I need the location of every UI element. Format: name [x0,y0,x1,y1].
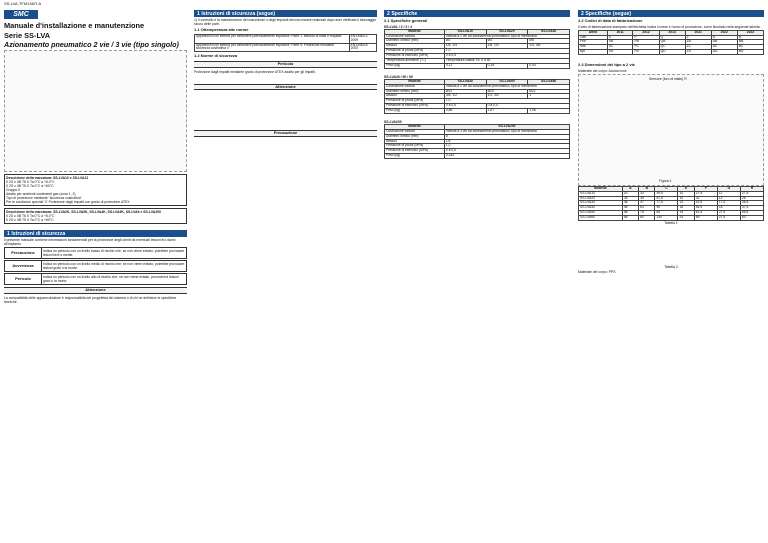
td: Pressione di esercizio (MPa) [385,104,445,109]
marking-title-2: Descrizione della marcatura: SS-LVA2K, SS-LVA3K, SS-LVA4K, SS-LVA5K, SS-LVA6 e SS-LVA200 [6,210,161,215]
td: Ø4 [486,39,528,44]
td: 75 [639,211,655,216]
dimension-table [578,186,764,221]
td: 1,67 [486,109,528,114]
td: BC [737,45,763,50]
td: 1,96 [528,109,570,114]
sensor-label: Sensore (foro di sfiato) R [649,76,687,81]
th: F [694,186,717,191]
spec-table-2 [384,79,570,114]
column-1 [4,10,187,305]
td: Attacco [385,139,445,144]
td: BB [737,40,763,45]
td: SS-LVA20 [579,196,623,201]
td: Diametro orifizio (mm) [385,134,445,139]
td: Costruzione valvola [385,84,445,89]
precaution-label: Precauzione [11,249,35,255]
td: Pressione di prova (MPa) [385,49,445,54]
td: BD [737,50,763,55]
td: AB [711,40,737,45]
td: 1/8, 1/4 [486,44,528,49]
marking-note: Adatto per ambienti contenenti gas (zona 1, 2) [6,192,76,197]
td: QB [659,40,685,45]
precaution-text: Indica un pericolo con un livello basso di rischio che, se non viene evitato, potrebbe provocare lesioni lievi o medie. [43,249,185,258]
date-codes-text: Il lotto di fabbricazione stampato nell'etichetta indica il mese e l'anno di produzione, come illustrato nella seguente tabella: [578,24,761,29]
td: 17,5 [717,201,740,206]
th: SS-LVA200 [444,124,569,129]
td: A [711,35,737,40]
td: 20 [622,191,638,196]
th: 2012 [633,30,659,35]
td: 0,18 [486,63,528,68]
marking-note: Gruppo II [6,188,21,192]
dimension-drawing [578,74,764,186]
spec-table-1 [384,29,570,69]
td: 0 a 0,4 [486,104,569,109]
marking-line: II 2G c IIB T5 X Ta 0°C a +60°C [6,218,54,223]
td: 80 [639,216,655,221]
td: 49,5 [655,191,678,196]
td: SS-LVA60 [579,216,623,221]
td: 33 [639,191,655,196]
td: Ø20 [486,89,528,94]
th: 2022 [711,30,737,35]
section-1-cont-bar: 1 Istruzioni di sicurezza (segue) [194,10,377,17]
td: 77,5 [655,201,678,206]
th: Modello [385,29,445,34]
td: oD [607,50,633,55]
th: 2021 [685,30,711,35]
td: Valvola a 2 vie ad azionamento pneumatico, tipo di membrana [444,34,569,39]
th: SS-LVA40 [444,79,486,84]
td: 18 [678,206,694,211]
table-1-title: SS-LVA1 / 2 / 3 / 4 [384,24,412,29]
norm-code: EN13463-1: 2009 [349,34,376,43]
td: 58 [622,211,638,216]
date-codes-title: 2.2 Codici di data di fabbricazione [578,18,643,23]
th: G [717,186,740,191]
section-2-cont-bar: 2 Specifiche (segue) [578,10,764,17]
td: Diametro orifizio (mm) [385,39,445,44]
section-1-bar: 1 Istruzioni di sicurezza [4,230,187,237]
td: Pressione di esercizio (MPa) [385,149,445,154]
td: QC [659,45,685,50]
td: Q [659,35,685,40]
th: Modello [385,124,445,129]
td: Ø12 [444,89,486,94]
td: Ø22 [528,89,570,94]
th: C [655,186,678,191]
td: 11 [717,191,740,196]
column-2 [194,10,377,139]
td: PC [633,45,659,50]
td: 3/8, 1/2 [444,94,486,99]
safety-norms-title: 1.2 Norme di sicurezza [194,53,238,59]
th: Anno [579,30,608,35]
th: 2013 [659,30,685,35]
table-3-title: SS-LVA200 [384,119,402,124]
td: 10 [678,191,694,196]
td: oB [607,40,633,45]
section-2-bar: 2 Specifiche [384,10,570,17]
intro-text: Il presente manuale contiene informazioni fondamentali per la protezione degli utenti da eventuali lesioni e/o danni all'impianto. [4,238,176,247]
th: 2023 [737,30,763,35]
td: AD [711,50,737,55]
precaution-bar: Precauzione [194,130,377,137]
td: 1,0 [444,144,569,149]
td: B [737,35,763,40]
series-title: Serie SS-LVA [4,30,51,40]
attention-text: La compatibilità delle apparecchiature è responsabilità del progettista del sistema o di chi ne definisce le specifiche tecniche. [4,295,177,304]
td: 1/4, 3/8 [528,44,570,49]
date-code-table [578,30,764,55]
td: 27,5 [717,211,740,216]
td: 84 [655,211,678,216]
warning-text: Indica un pericolo con un livello medio di rischio che, se non viene evitato, potrebbe provocare lesioni gravi o la morte. [43,262,185,271]
td: 19 [678,211,694,216]
table-2-title: SS-LVA40 / 50 / 60 [384,74,413,79]
td: 0,182 [444,154,569,159]
td: 0 a 0,5 [444,54,569,59]
th: SS-LVA50 [486,79,528,84]
manual-subtitle: Azionamento pneumatico 2 vie / 3 vie (tipo singolo) [4,40,179,50]
td: SS-LVA10 [579,191,623,196]
td: 0 a 0,5 [444,104,486,109]
th: SS-LVA60 [528,79,570,84]
safety-text: 1) Il controllo e la manutenzione dei macchinari o degli impianti devono essere realizzati dopo aver verificato il bloccaggio sicuro delle parti. [194,18,377,27]
td: SS-LVA50 [579,211,623,216]
td: Pressione di prova (MPa) [385,144,445,149]
td: Ø2 [444,39,486,44]
marking-title-1: Descrizione della marcatura: SS-LVA10 e SS-LVA12 [6,175,89,180]
pps-material: Materiale del corpo: PPS [578,270,616,274]
danger-bar: Pericolo [194,61,377,68]
warning-row [4,260,187,272]
td: 61,5 [694,211,717,216]
marking-note: Per le condizioni speciali 'X' Protezione dagli impatti con grado di protezione ATEX [6,200,130,205]
figure-caption: Figura 1 [659,178,672,183]
td: 27,5 [740,191,763,196]
td: oC [607,45,633,50]
precaution-row [4,247,187,259]
td: ZB [685,40,711,45]
td: 69 [694,216,717,221]
td: 12 [717,196,740,201]
th: B [639,186,655,191]
td: o [607,35,633,40]
td: ZD [685,50,711,55]
column-3 [384,10,570,159]
th: 2011 [607,30,633,35]
td: Feb [579,40,608,45]
spec-table-3 [384,124,570,159]
td: 8 [444,134,569,139]
general-specs-title: 2.1 Specifiche generali [384,18,428,23]
marking-line: II 2G c IIB T5 X Ta 0°C a +60°C [6,183,54,188]
td: 1/2, 3/4 [486,94,528,99]
td: 0,86 [444,109,486,114]
td: 54,5 [694,206,717,211]
smc-logo: SMC [4,10,38,19]
td: 0 a 0,5 [444,149,569,154]
td: Z [685,35,711,40]
td: 13 [678,201,694,206]
td: 39 [639,196,655,201]
td: Diametro orifizio (mm) [385,89,445,94]
td: 27,5 [717,216,740,221]
td: 10 [678,196,694,201]
danger-text: Indica un pericolo con un livello alto di rischio che, se non viene evitato, provocherà lesioni gravi o la morte. [41,274,186,284]
td: Costruzione valvola [385,34,445,39]
td: 27,5 [694,191,717,196]
td: 55,5 [740,211,763,216]
td: SS-LVA30 [579,201,623,206]
attention-bar-2: Attenzione [194,84,377,91]
td: 0,44 [528,63,570,68]
td: PB [633,40,659,45]
th: Modello [579,186,623,191]
manual-title: Manuale d'installazione e manutenzione [4,21,145,30]
td: 36 [622,201,638,206]
td: Ø8 [528,39,570,44]
marking-box-1 [4,174,187,206]
th: SS-LVA30 [528,29,570,34]
td: Peso (kg) [385,63,445,68]
td: 63 [639,206,655,211]
th: H [740,186,763,191]
td: Attacco [385,94,445,99]
td: Pressione di esercizio (MPa) [385,54,445,59]
document-id: SS-LVA-TFM136IT-A [4,1,42,6]
td: Gen [579,35,608,40]
td: Peso (kg) [385,109,445,114]
td: 1/4 [444,139,569,144]
td: Costruzione valvola [385,129,445,134]
th: Modello [385,79,445,84]
td: 63 [740,216,763,221]
td: 24 [678,216,694,221]
marking-box-2 [4,208,187,224]
marking-line: II 2G c IIB T6 X Ta 0°C a +5.0°C [6,179,55,184]
attention-bar: Attenzione [4,287,187,294]
td: 1/8, 1/4 [444,44,486,49]
marking-line: II 2G c IIB T6 X Ta 0°C a +5.0°C [6,214,55,219]
td: SS-LVA40 [579,206,623,211]
td: QD [659,50,685,55]
norms-title: 1.1 Ottemperanza alle norme [194,27,249,33]
td: Pressione di prova (MPa) [385,99,445,104]
td: 18 [717,206,740,211]
td: Valvola a 2 vie ad azionamento pneumatico, tipo di membrana [444,84,569,89]
td: P [633,35,659,40]
td: Mar [579,45,608,50]
td: Apr [579,50,608,55]
td: 130 [655,216,678,221]
td: Temperatura ambiente (°C) [385,58,445,63]
td: 46 [622,206,638,211]
norm-desc: Apparecchi non elettrici per atmosfere potenzialmente esplosive. Parte 5: Protezione mediante sicurezza costruttiva 'c' [195,43,350,52]
td: 1,0 [444,99,569,104]
table-2-caption: Tabella 2 [664,264,678,269]
th: SS-LVA10 [444,29,486,34]
td: PD [633,50,659,55]
td: Attacco [385,44,445,49]
danger-row [4,273,187,285]
th: E [678,186,694,191]
td: 1,0 [444,49,569,54]
td: Peso (kg) [385,154,445,159]
th: SS-LVA20 [486,29,528,34]
td: ZC [685,45,711,50]
td: Valvola a 3 vie ad azionamento pneumatico, tipo di membrana [444,129,569,134]
td: 38,5 [740,201,763,206]
td: 47 [639,201,655,206]
td: 57,5 [655,196,678,201]
td: 90 [655,206,678,211]
td: 58 [622,216,638,221]
danger-note: Protezione dagli impatti mediante grado di protezione ATEX adatto per gli impatti. [194,69,316,74]
norm-code: EN13463-5: 2003 [349,43,376,52]
td: 31 [694,196,717,201]
dimensions-title: 2.3 Dimensioni del tipo a 2 vie [578,62,635,68]
td: 1 [528,94,570,99]
td: AC [711,45,737,50]
body-material: Materiale del corpo: Acciaio inox [578,68,627,73]
norms-table [194,34,377,53]
marking-note: Tipo di protezione mediante "sicurezza costruttiva" [6,196,82,201]
td: 35 [622,196,638,201]
th: A [622,186,638,191]
td: 42,5 [694,201,717,206]
table-1-caption: Tabella 1 [664,220,678,225]
danger-label: Pericolo [15,275,31,281]
td: 0,12 [444,63,486,68]
column-4 [578,10,764,275]
norm-desc: Apparecchi non elettrici per atmosfere potenzialmente esplosive. Parte 1: Metodo di base e requisiti [195,34,350,43]
td: Temperatura classe T6: 0 a 50 [444,58,569,63]
td: 47,5 [740,206,763,211]
warning-label: Avvertenza [12,262,34,268]
td: 28 [740,196,763,201]
product-image [4,50,187,172]
